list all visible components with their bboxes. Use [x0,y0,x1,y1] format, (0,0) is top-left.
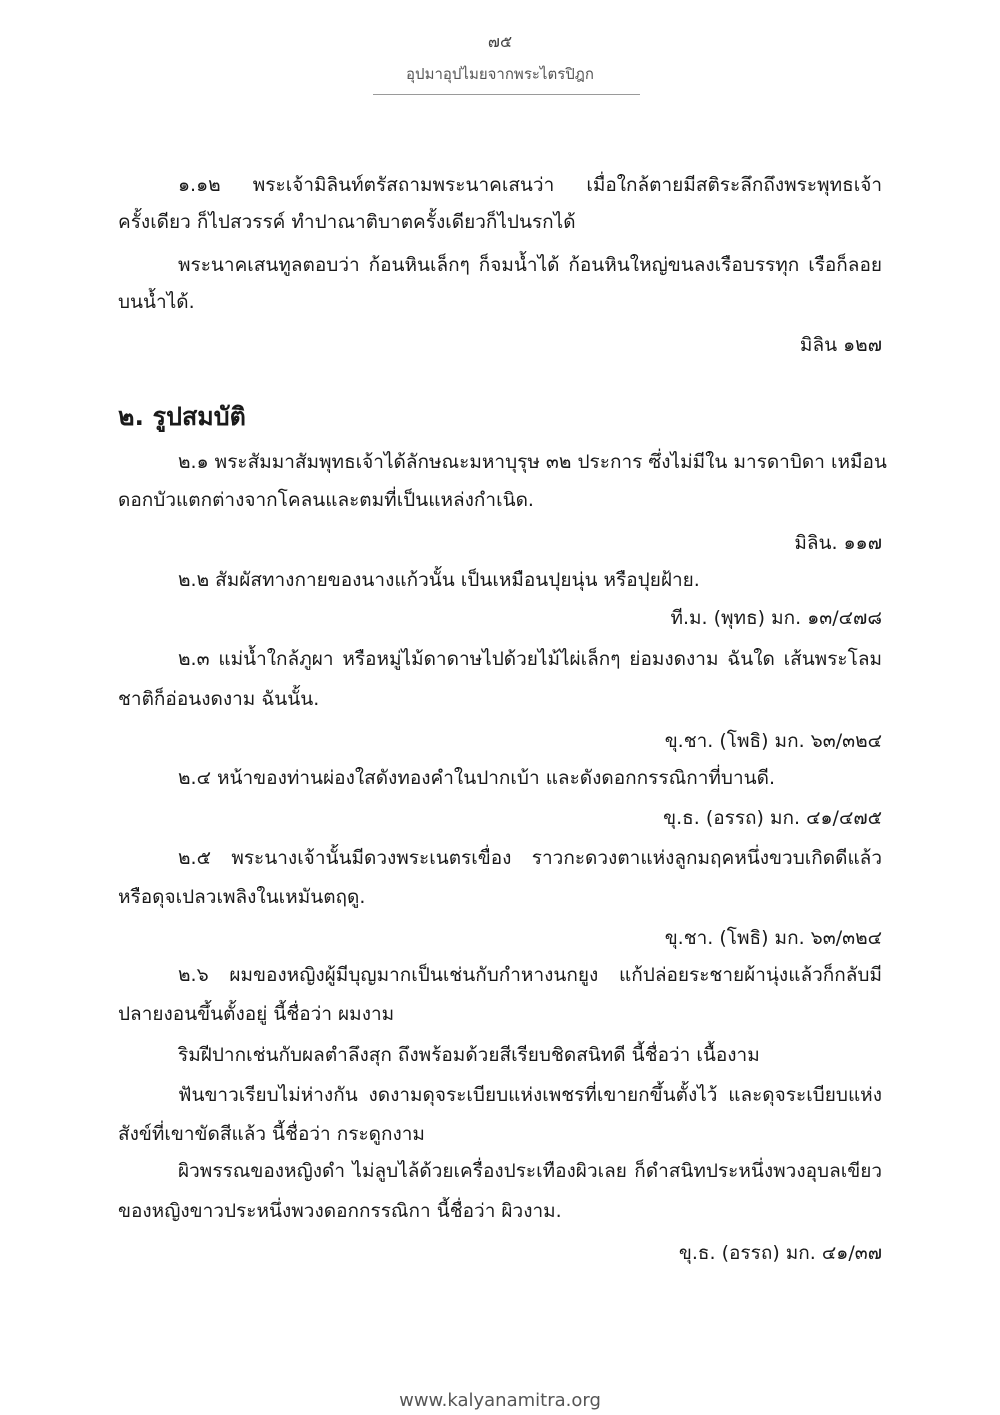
para-1-12-line-2: ครั้งเดียว ก็ไปสวรรค์ ทำปาณาติบาตครั้งเดียวก็ไปนรกได้ [118,211,576,233]
para-2-6-line-2: ปลายงอนขึ้นตั้งอยู่ นี้ชื่อว่า ผมงาม [118,1003,395,1025]
footer-website[interactable]: www.kalyanamitra.org [399,1390,601,1411]
para-2-6-line-5: สังข์ที่เขาขัดสีแล้ว นี้ชื่อว่า กระดูกงาม [118,1123,425,1145]
reference-citation: ที.ม. (พุทธ) มก. ๑๓/๔๗๘ [670,607,882,629]
para-2-5-line-2: หรือดุจเปลวเพลิงในเหมันตฤดู. [118,886,366,908]
para-2-1-line-2: ดอกบัวแตกต่างจากโคลนและตมที่เป็นแหล่งกำเนิด. [118,489,534,511]
reference-citation: ขุ.ธ. (อรรถ) มก. ๔๑/๓๗ [678,1242,882,1264]
reference-citation: ขุ.ธ. (อรรถ) มก. ๔๑/๔๗๕ [663,807,882,829]
reference-citation: มิลิน. ๑๑๗ [794,532,882,554]
para-2-5-line-1: ๒.๕ พระนางเจ้านั้นมีดวงพระเนตรเขื่อง ราวกะดวงตาแห่งลูกมฤคหนึ่งขวบเกิดดีแล้ว [178,847,882,869]
para-2-6-line-4: ฟันขาวเรียบไม่ห่างกัน งดงามดุจระเบียบแห่งเพชรที่เขายกขึ้นตั้งไว้ และดุจระเบียบแห่ง [178,1084,882,1106]
para-2-6-line-7: ของหญิงขาวประหนึ่งพวงดอกกรรณิกา นี้ชื่อว่า ผิวงาม. [118,1200,562,1222]
para-2-1-line-1: ๒.๑ พระสัมมาสัมพุทธเจ้าได้ลักษณะมหาบุรุษ ๓๒ ประการ ซึ่งไม่มีใน มารดาบิดา เหมือน [178,451,887,473]
reference-citation: ขุ.ชา. (โพธิ) มก. ๖๓/๓๒๔ [664,730,882,752]
para-2-6-line-3: ริมฝีปากเช่นกับผลตำลึงสุก ถึงพร้อมด้วยสีเรียบชิดสนิทดี นี้ชื่อว่า เนื้องาม [178,1044,760,1066]
reference-citation: มิลิน ๑๒๗ [799,334,882,356]
section-heading: ๒. รูปสมบัติ [118,402,246,431]
para-1-12-line-1: ๑.๑๒ พระเจ้ามิลินท์ตรัสถามพระนาคเสนว่า เมื่อใกล้ตายมีสติระลึกถึงพระพุทธเจ้า [178,174,882,196]
para-2-3-line-2: ชาติก็อ่อนงดงาม ฉันนั้น. [118,688,320,710]
para-2-4-line-1: ๒.๔ หน้าของท่านผ่องใสดังทองคำในปากเบ้า และดังดอกกรรณิกาที่บานดี. [178,767,775,789]
para-2-2-line-1: ๒.๒ สัมผัสทางกายของนางแก้วนั้น เป็นเหมือนปุยนุ่น หรือปุยฝ้าย. [178,569,700,591]
para-2-6-line-6: ผิวพรรณของหญิงดำ ไม่ลูบไล้ด้วยเครื่องประเทืองผิวเลย ก็ดำสนิทประหนึ่งพวงอุบลเขียว [178,1160,882,1182]
para-2-3-line-1: ๒.๓ แม่น้ำใกล้ภูผา หรือหมู่ไม้ดาดาษไปด้วยไม้ไผ่เล็กๆ ย่อมงดงาม ฉันใด เส้นพระโลม [178,648,882,670]
book-title: อุปมาอุปไมยจากพระไตรปิฎก [406,65,594,83]
page-number: ๗๕ [487,32,513,51]
header-divider [373,94,640,95]
reference-citation: ขุ.ชา. (โพธิ) มก. ๖๓/๓๒๔ [664,927,882,949]
answer-line-1: พระนาคเสนทูลตอบว่า ก้อนหินเล็กๆ ก็จมน้ำได้ ก้อนหินใหญ่ขนลงเรือบรรทุก เรือก็ลอย [178,254,882,276]
para-2-6-line-1: ๒.๖ ผมของหญิงผู้มีบุญมากเป็นเช่นกับกำหางนกยูง แก้ปล่อยระชายผ้านุ่งแล้วก็กลับมี [178,964,882,986]
answer-line-2: บนน้ำได้. [118,291,195,313]
